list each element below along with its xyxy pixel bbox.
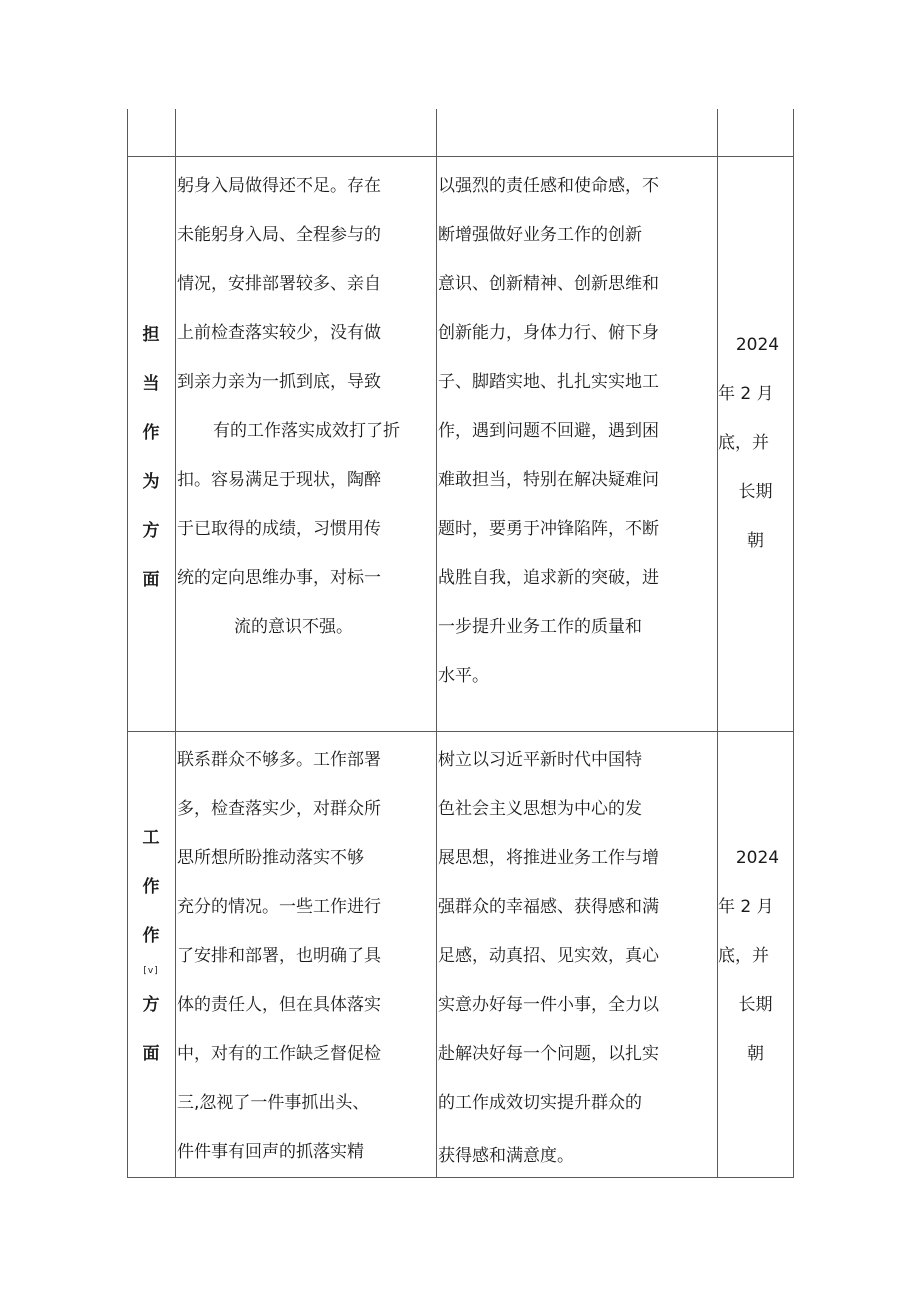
problem-line: 躬身入局做得还不足。存在 [177,176,381,196]
measure-line: 题时，要勇于冲锋陷阵，不断 [438,519,659,539]
deadline-line: 底，并 [718,946,769,966]
problem-line: 统的定向思维办事，对标一 [177,568,381,588]
deadline-line: 长期 [738,995,773,1015]
problem-line: 于已取得的成绩，习惯用传 [177,519,381,539]
problem-line: 充分的情况。一些工作进行 [177,897,381,917]
problem-line: 流的意识不强。 [234,617,353,637]
category-char: 面 [142,1044,160,1064]
measure-line: 赴解决好每一个问题，以扎实 [438,1044,659,1064]
category-char: 作 [142,877,160,897]
category-char: 当 [142,374,160,394]
measure-line: 色社会主义思想为中心的发 [438,799,642,819]
category-char: 工 [142,828,160,848]
problem-line: 情况，安排部署较多、亲自 [177,274,381,294]
problem-line: 扣。容易满足于现状，陶醉 [177,470,381,490]
problem-line: 多，检查落实少，对群众所 [177,799,381,819]
measure-line: 树立以习近平新时代中国特 [438,750,642,770]
deadline-line: 2024 [735,848,780,868]
measure-line: 一步提升业务工作的质量和 [438,617,642,637]
category-cell-row-1 [128,311,174,605]
category-char: 为 [142,472,160,492]
category-char: 作 [142,926,160,946]
deadline-line: 年 2 月 [718,384,774,404]
measure-cell-row-1 [438,162,659,701]
problem-line: 件件事有回声的抓落实精 [177,1142,364,1162]
category-char-faded: [v] [143,966,159,976]
table-border-right [793,109,794,1178]
row-divider-2 [127,731,794,732]
measure-cell-row-2 [438,736,659,1181]
measure-line: 获得感和满意度。 [438,1146,574,1166]
category-char: 担 [142,325,160,345]
deadline-line: 底，并 [718,433,769,453]
deadline-cell-row-2 [718,834,793,1079]
problem-cell-row-1 [177,162,400,652]
measure-line: 战胜自我，追求新的突破，进 [438,568,659,588]
measure-line: 强群众的幸福感、获得感和满 [438,897,659,917]
deadline-line: 年 2 月 [718,897,774,917]
measure-line: 实意办好每一件小事，全力以 [438,995,659,1015]
deadline-line: 2024 [735,335,780,355]
problem-line: 上前检查落实较少，没有做 [177,323,381,343]
deadline-cell-row-1 [718,321,793,566]
category-char: 方 [142,995,160,1015]
category-cell-row-2 [128,814,174,1079]
row-divider-1 [127,156,794,157]
measure-line: 子、脚踏实地、扎扎实实地工 [438,372,659,392]
problem-line: 了安排和部署，也明确了具 [177,946,381,966]
measure-line: 的工作成效切实提升群众的 [438,1093,642,1113]
measure-line: 难敢担当，特别在解决疑难问 [438,470,659,490]
problem-line: 体的责任人，但在具体落实 [177,995,381,1015]
problem-line: 有的工作落实成效打了折 [213,421,400,441]
deadline-line: 长期 [738,482,773,502]
measure-line: 断增强做好业务工作的创新 [438,225,642,245]
measure-line: 足感，动真招、见实效，真心 [438,946,659,966]
problem-line: 三,忽视了一件事抓出头、 [177,1093,370,1113]
measure-line: 水平。 [438,666,489,686]
deadline-line: 朝 [747,1044,764,1064]
category-char: 方 [142,521,160,541]
measure-line: 创新能力，身体力行、俯下身 [438,323,659,343]
deadline-line: 朝 [747,531,764,551]
measure-line: 作，遇到问题不回避，遇到困 [438,421,659,441]
problem-line: 思所想所盼推动落实不够 [177,848,364,868]
problem-line: 中，对有的工作缺乏督促检 [177,1044,381,1064]
problem-line: 未能躬身入局、全程参与的 [177,225,381,245]
category-char: 面 [142,570,160,590]
measure-line: 展思想，将推进业务工作与增 [438,848,659,868]
column-divider-1 [175,109,176,1178]
problem-cell-row-2 [177,736,381,1177]
column-divider-2 [436,109,437,1178]
measure-line: 以强烈的责任感和使命感，不 [438,176,659,196]
problem-line: 联系群众不够多。工作部署 [177,750,381,770]
problem-line: 到亲力亲为一抓到底，导致 [177,372,381,392]
category-char: 作 [142,423,160,443]
measure-line: 意识、创新精神、创新思维和 [438,274,659,294]
